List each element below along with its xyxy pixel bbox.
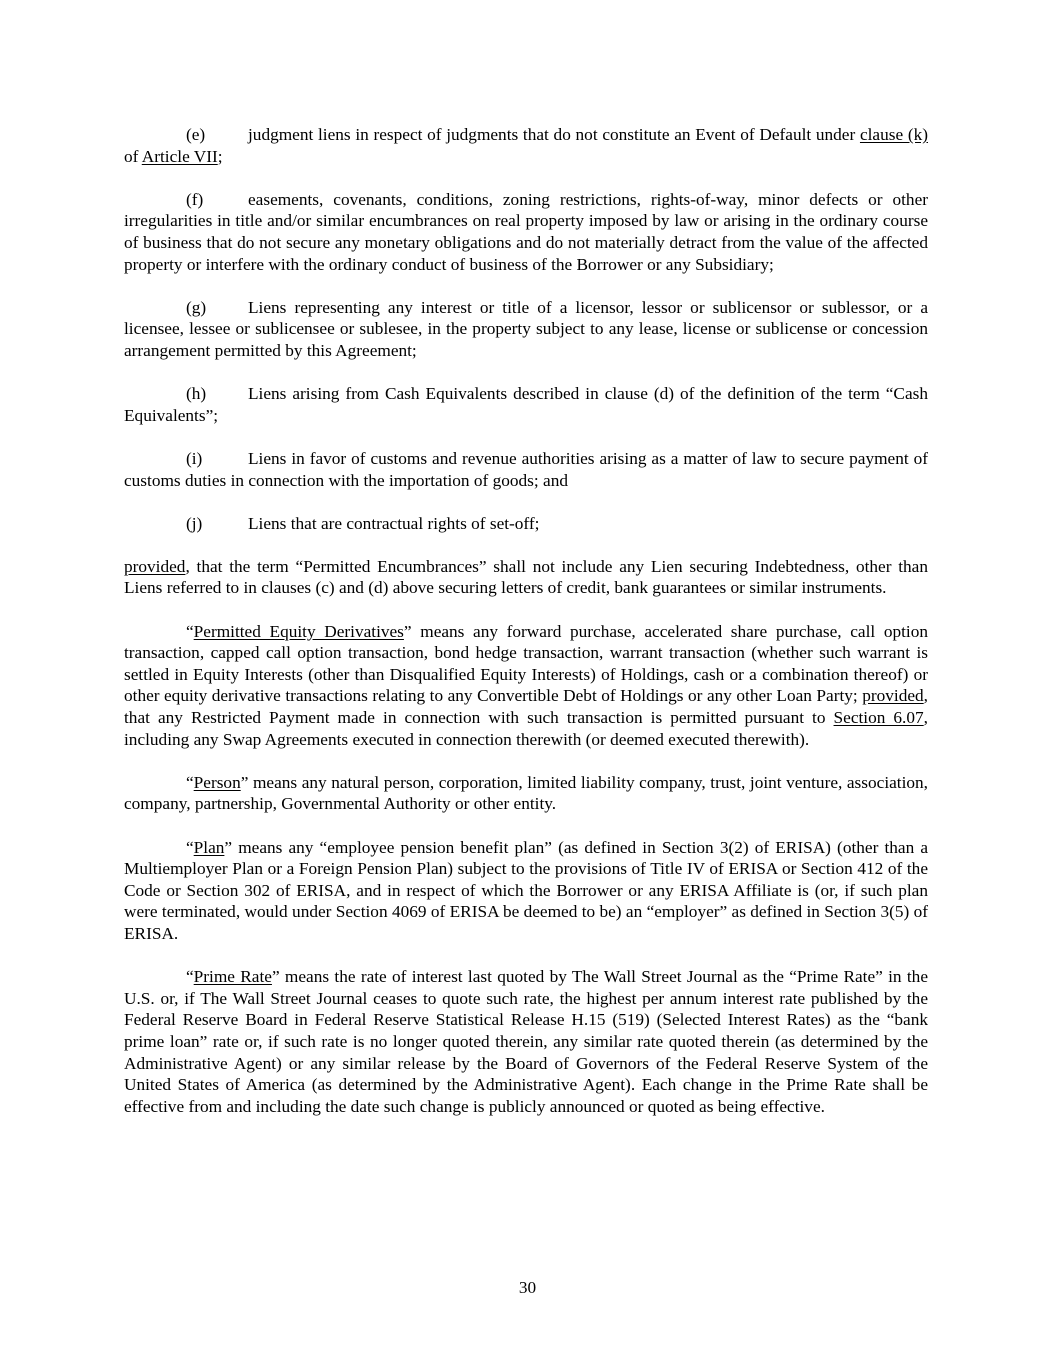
clause-label: (i)	[186, 448, 203, 468]
clause-j	[124, 513, 928, 535]
section-6-07-reference: Section 6.07	[833, 708, 924, 728]
open-quote: “	[186, 837, 194, 857]
definition-text: ” means any forward purchase, accelerated share purchase, call option transaction, capped call option transaction, bond hedge transaction, warrant transaction (whether such warrant is settled in Equity Interests (other than Disqualified Equity Interests) of Holdings, cash or a combination thereof) or other equity derivative transactions relating to any Convertible Debt of Holdings or any other Loan Party;	[124, 621, 928, 706]
open-quote: “	[186, 621, 194, 641]
document-body	[124, 124, 928, 1139]
provided-proviso	[124, 556, 928, 599]
open-quote: “	[186, 772, 194, 792]
definition-plan	[124, 837, 928, 945]
provided-term: provided	[124, 556, 186, 576]
definition-text: ” means the rate of interest last quoted by The Wall Street Journal as the “Prime Rate” in the U.S. or, if The Wall Street Journal ceases to quote such rate, the highest per annum interest rate published by the Federal Reserve Board in Federal Reserve Statistical Release H.15 (519) (Selected Interest Rates) as the “bank prime loan” rate or, if such rate is no longer quoted therein, any similar rate quoted therein (as determined by the Administrative Agent) or any similar release by the Board of Governors of the Federal Reserve System of the United States of America (as determined by the Administrative Agent). Each change in the Prime Rate shall be effective from and including the date such change is publicly announced or quoted as being effective.	[124, 967, 928, 1116]
definition-prime-rate	[124, 966, 928, 1117]
page-number: 30	[518, 1278, 537, 1297]
clause-text: judgment liens in respect of judgments that do not constitute an Event of Default under	[248, 125, 860, 144]
clause-label: (j)	[186, 513, 203, 533]
definition-permitted-equity-derivatives	[124, 621, 928, 751]
defined-term: Person	[193, 772, 241, 792]
clause-text: of	[124, 146, 142, 166]
clause-h	[124, 383, 928, 426]
definition-text: ” means any “employee pension benefit plan” (as defined in Section 3(2) of ERISA) (other than a Multiemployer Plan or a Foreign Pension Plan) subject to the provisions of Title IV of ERISA or Section 412 of the Code or Section 302 of ERISA, and in respect of which the Borrower or any ERISA Affiliate is (or, if such plan were terminated, would under Section 4069 of ERISA be deemed to be) an “employer” as defined in Section 3(5) of ERISA.	[124, 837, 928, 943]
clause-text: Liens arising from Cash Equivalents described in clause (d) of the definition of the term “Cash Equivalents”;	[124, 384, 928, 425]
clause-label: (f)	[186, 189, 204, 209]
clause-i	[124, 448, 928, 491]
clause-text: easements, covenants, conditions, zoning restrictions, rights-of-way, minor defects or other irregularities in title and/or similar encumbrances on real property imposed by law or arising in the ordinary course of business that do not secure any monetary obligations and do not materially detract from the value of the affected property or interfere with the ordinary conduct of business of the Borrower or any Subsidiary;	[124, 189, 928, 274]
open-quote: “	[186, 967, 194, 987]
clause-label: (g)	[186, 297, 207, 317]
clause-label: (h)	[186, 384, 207, 404]
clause-text: Liens in favor of customs and revenue authorities arising as a matter of law to secure payment of customs duties in connection with the importation of goods; and	[124, 448, 928, 490]
clause-text: Liens that are contractual rights of set-off;	[248, 513, 540, 533]
definition-text: , that any Restricted Payment made in connection with such transaction is permitted pursuant to	[124, 686, 928, 728]
proviso-text: , that the term “Permitted Encumbrances” shall not include any Lien securing Indebtedness, other than Liens referred to in clauses (c) and (d) above securing letters of credit, bank guarantees or similar instruments.	[124, 556, 928, 598]
clause-label: (e)	[186, 125, 206, 144]
clause-f	[124, 189, 928, 275]
defined-term: Plan	[193, 837, 225, 857]
definition-text: ” means any natural person, corporation, limited liability company, trust, joint venture, association, company, partnership, Governmental Authority or other entity.	[124, 772, 928, 814]
article-vii-reference: Article VII	[141, 146, 218, 166]
defined-term: Prime Rate	[193, 967, 272, 987]
clause-text: Liens representing any interest or title of a licensor, lessor or sublicensor or sublessor, or a licensee, lessee or sublicensee or sublesee, in the property subject to any lease, license or sublicense or concession arrangement permitted by this Agreement;	[124, 297, 928, 360]
definition-person	[124, 772, 928, 815]
definition-text: , including any Swap Agreements executed in connection therewith (or deemed executed therewith).	[124, 708, 928, 749]
clause-k-reference: clause (k)	[859, 125, 928, 144]
clause-g	[124, 297, 928, 362]
clause-e	[124, 124, 928, 167]
defined-term: Permitted Equity Derivatives	[193, 621, 404, 641]
clause-text: ;	[217, 146, 223, 166]
provided-term: provided	[862, 686, 924, 706]
